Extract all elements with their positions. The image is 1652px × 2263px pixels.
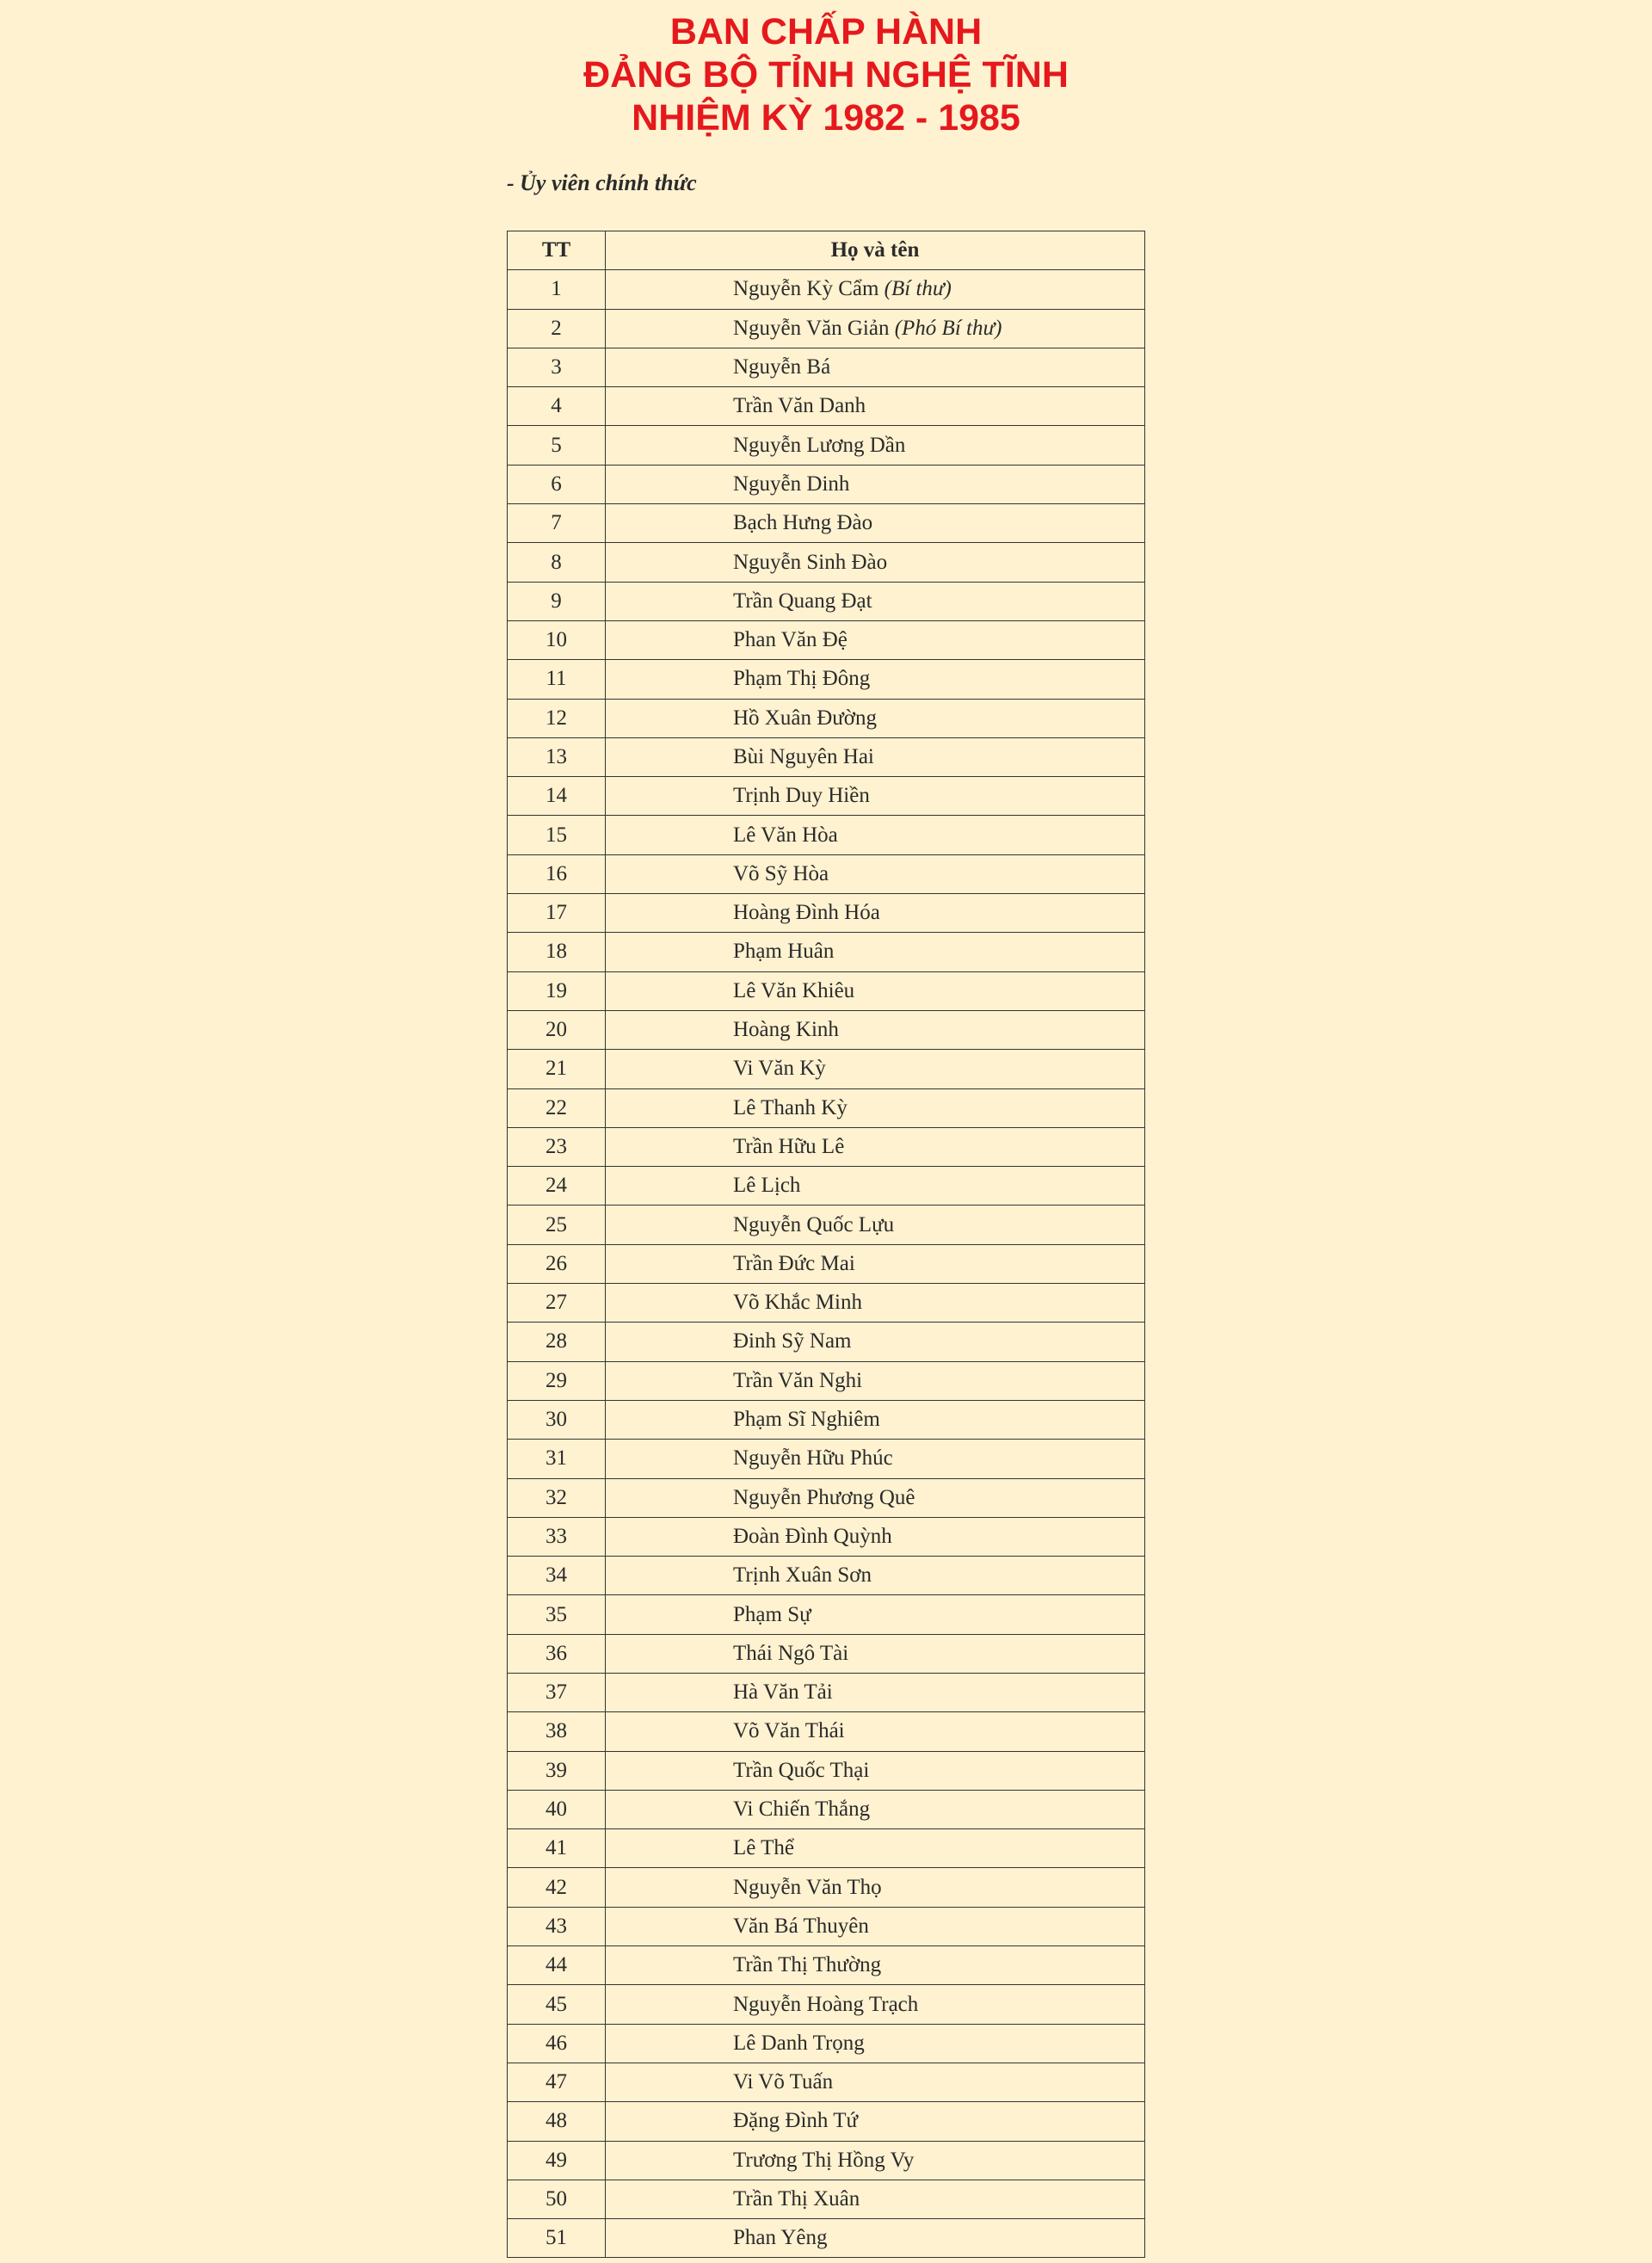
member-name-cell xyxy=(606,1088,1145,1127)
row-number: 18 xyxy=(508,933,606,971)
member-name-cell xyxy=(606,1712,1145,1751)
member-name: Lê Văn Hòa xyxy=(733,823,838,847)
row-number: 15 xyxy=(508,816,606,854)
table-row xyxy=(508,699,1145,737)
table-row xyxy=(508,2024,1145,2063)
member-name: Nguyễn Lương Dần xyxy=(733,433,906,457)
row-number: 48 xyxy=(508,2102,606,2141)
member-name: Lê Thể xyxy=(733,1836,795,1860)
member-name-cell xyxy=(606,660,1145,699)
member-name: Trần Quang Đạt xyxy=(733,589,872,613)
row-number: 16 xyxy=(508,854,606,893)
member-name-cell xyxy=(606,816,1145,854)
table-row xyxy=(508,1673,1145,1711)
member-name-cell xyxy=(606,1361,1145,1400)
member-name-cell xyxy=(606,1751,1145,1790)
row-number: 35 xyxy=(508,1595,606,1634)
table-row xyxy=(508,387,1145,426)
row-number: 38 xyxy=(508,1712,606,1751)
member-name-cell xyxy=(606,270,1145,309)
row-number: 1 xyxy=(508,270,606,309)
member-name-cell xyxy=(606,426,1145,465)
table-row xyxy=(508,1088,1145,1127)
member-name-cell xyxy=(606,1517,1145,1556)
row-number: 42 xyxy=(508,1868,606,1907)
member-name-cell xyxy=(606,777,1145,816)
member-name: Bạch Hưng Đào xyxy=(733,511,873,535)
member-name-cell xyxy=(606,1907,1145,1945)
member-name: Võ Khắc Minh xyxy=(733,1291,862,1315)
member-name-cell xyxy=(606,971,1145,1010)
member-name: Lê Danh Trọng xyxy=(733,2031,865,2055)
table-row xyxy=(508,660,1145,699)
table-row xyxy=(508,465,1145,503)
title-line-3: NHIỆM KỲ 1982 - 1985 xyxy=(632,97,1020,139)
row-number: 6 xyxy=(508,465,606,503)
member-name: Đoàn Đình Quỳnh xyxy=(733,1524,892,1548)
member-name-cell xyxy=(606,2063,1145,2101)
row-number: 33 xyxy=(508,1517,606,1556)
member-name: Trịnh Xuân Sơn xyxy=(733,1563,872,1588)
row-number: 19 xyxy=(508,971,606,1010)
table-row xyxy=(508,1829,1145,1868)
member-name: Trần Văn Danh xyxy=(733,394,866,418)
member-name: Trần Văn Nghi xyxy=(733,1368,863,1392)
member-name: Nguyễn Dinh xyxy=(733,472,850,496)
member-name-cell xyxy=(606,1440,1145,1478)
table-row xyxy=(508,1361,1145,1400)
row-number: 30 xyxy=(508,1400,606,1439)
table-row xyxy=(508,582,1145,620)
row-number: 7 xyxy=(508,504,606,543)
member-name-cell xyxy=(606,1323,1145,1361)
member-name: Nguyễn Văn Thọ xyxy=(733,1875,882,1899)
member-name-cell xyxy=(606,1284,1145,1323)
member-name: Phạm Huân xyxy=(733,940,835,964)
member-name-cell xyxy=(606,1400,1145,1439)
row-number: 34 xyxy=(508,1557,606,1595)
members-table xyxy=(507,231,1145,2258)
member-name-cell xyxy=(606,2141,1145,2180)
table-row xyxy=(508,1557,1145,1595)
row-number: 50 xyxy=(508,2180,606,2218)
page-title xyxy=(0,10,1652,139)
member-name: Phạm Thị Đông xyxy=(733,667,871,691)
member-name: Lê Lịch xyxy=(733,1174,801,1198)
table-row xyxy=(508,620,1145,659)
member-name-cell xyxy=(606,504,1145,543)
row-number: 21 xyxy=(508,1050,606,1088)
row-number: 2 xyxy=(508,309,606,348)
table-row xyxy=(508,309,1145,348)
member-name: Trần Quốc Thại xyxy=(733,1758,870,1782)
member-name: Trần Thị Thường xyxy=(733,1953,882,1977)
row-number: 47 xyxy=(508,2063,606,2101)
member-name-cell xyxy=(606,1673,1145,1711)
member-name: Đặng Đình Tứ xyxy=(733,2109,859,2133)
row-number: 49 xyxy=(508,2141,606,2180)
row-number: 20 xyxy=(508,1010,606,1049)
table-row xyxy=(508,2141,1145,2180)
member-name-cell xyxy=(606,1595,1145,1634)
member-name-cell xyxy=(606,2219,1145,2258)
row-number: 26 xyxy=(508,1244,606,1283)
member-role: (Bí thư) xyxy=(884,277,952,301)
table-row xyxy=(508,2063,1145,2101)
table-row xyxy=(508,1517,1145,1556)
member-name-cell xyxy=(606,1946,1145,1985)
member-name: Vi Văn Kỳ xyxy=(733,1057,826,1081)
member-name: Bùi Nguyên Hai xyxy=(733,745,874,768)
table-row xyxy=(508,1244,1145,1283)
table-row xyxy=(508,1634,1145,1673)
table-row xyxy=(508,504,1145,543)
member-name: Hà Văn Tải xyxy=(733,1680,833,1705)
table-row xyxy=(508,894,1145,933)
member-name-cell xyxy=(606,543,1145,582)
row-number: 28 xyxy=(508,1323,606,1361)
member-name-cell xyxy=(606,309,1145,348)
member-name: Văn Bá Thuyên xyxy=(733,1914,869,1938)
row-number: 13 xyxy=(508,737,606,776)
table-row xyxy=(508,1985,1145,2024)
member-name: Nguyễn Sinh Đào xyxy=(733,550,888,574)
table-row xyxy=(508,543,1145,582)
member-name-cell xyxy=(606,1557,1145,1595)
table-row xyxy=(508,1205,1145,1244)
member-role: (Phó Bí thư) xyxy=(894,316,1002,340)
member-name-cell xyxy=(606,582,1145,620)
row-number: 37 xyxy=(508,1673,606,1711)
member-name: Vi Chiến Thắng xyxy=(733,1797,871,1822)
table-row xyxy=(508,854,1145,893)
member-name-cell xyxy=(606,465,1145,503)
table-row xyxy=(508,1907,1145,1945)
table-row xyxy=(508,1751,1145,1790)
members-table-body xyxy=(508,270,1145,2258)
row-number: 25 xyxy=(508,1205,606,1244)
member-name: Nguyễn Phương Quê xyxy=(733,1485,915,1509)
member-name: Trần Hữu Lê xyxy=(733,1134,845,1158)
row-number: 36 xyxy=(508,1634,606,1673)
table-header-row xyxy=(508,231,1145,270)
table-row xyxy=(508,270,1145,309)
row-number: 11 xyxy=(508,660,606,699)
row-number: 5 xyxy=(508,426,606,465)
member-name-cell xyxy=(606,737,1145,776)
row-number: 24 xyxy=(508,1167,606,1205)
member-name: Trần Đức Mai xyxy=(733,1251,855,1275)
row-number: 8 xyxy=(508,543,606,582)
row-number: 14 xyxy=(508,777,606,816)
row-number: 3 xyxy=(508,348,606,386)
row-number: 45 xyxy=(508,1985,606,2024)
member-name-cell xyxy=(606,620,1145,659)
title-line-2: ĐẢNG BỘ TỈNH NGHỆ TĨNH xyxy=(583,54,1069,96)
member-name: Võ Sỹ Hòa xyxy=(733,861,829,885)
member-name: Nguyễn Hoàng Trạch xyxy=(733,1992,919,2016)
member-name: Nguyễn Bá xyxy=(733,355,831,379)
header-tt: TT xyxy=(508,231,606,270)
row-number: 22 xyxy=(508,1088,606,1127)
row-number: 32 xyxy=(508,1478,606,1517)
row-number: 46 xyxy=(508,2024,606,2063)
member-name-cell xyxy=(606,2180,1145,2218)
member-name: Trương Thị Hồng Vy xyxy=(733,2148,915,2172)
member-name: Võ Văn Thái xyxy=(733,1719,845,1743)
table-row xyxy=(508,348,1145,386)
member-name-cell xyxy=(606,854,1145,893)
member-name: Phạm Sĩ Nghiêm xyxy=(733,1408,880,1432)
row-number: 41 xyxy=(508,1829,606,1868)
table-row xyxy=(508,1323,1145,1361)
member-name: Thái Ngô Tài xyxy=(733,1641,849,1665)
table-row xyxy=(508,1595,1145,1634)
row-number: 12 xyxy=(508,699,606,737)
member-name: Phan Văn Đệ xyxy=(733,628,848,652)
member-name-cell xyxy=(606,1205,1145,1244)
table-row xyxy=(508,816,1145,854)
member-name: Lê Văn Khiêu xyxy=(733,978,855,1002)
table-row xyxy=(508,1010,1145,1049)
member-name: Hồ Xuân Đường xyxy=(733,706,878,730)
table-row xyxy=(508,426,1145,465)
table-row xyxy=(508,971,1145,1010)
table-row xyxy=(508,1478,1145,1517)
row-number: 9 xyxy=(508,582,606,620)
member-name: Phạm Sự xyxy=(733,1602,811,1626)
title-line-1: BAN CHẤP HÀNH xyxy=(669,11,983,52)
member-name: Vi Võ Tuấn xyxy=(733,2070,834,2094)
table-row xyxy=(508,1440,1145,1478)
table-row xyxy=(508,2180,1145,2218)
member-name-cell xyxy=(606,1167,1145,1205)
member-name-cell xyxy=(606,1985,1145,2024)
member-name: Trịnh Duy Hiền xyxy=(733,784,870,808)
table-row xyxy=(508,2219,1145,2258)
member-name-cell xyxy=(606,1790,1145,1828)
table-row xyxy=(508,1790,1145,1828)
table-row xyxy=(508,1868,1145,1907)
row-number: 4 xyxy=(508,387,606,426)
member-name: Phan Yêng xyxy=(733,2226,828,2250)
table-row xyxy=(508,1946,1145,1985)
member-name-cell xyxy=(606,1478,1145,1517)
member-name: Đinh Sỹ Nam xyxy=(733,1329,852,1353)
member-name-cell xyxy=(606,348,1145,386)
member-name-cell xyxy=(606,1244,1145,1283)
table-row xyxy=(508,1712,1145,1751)
row-number: 23 xyxy=(508,1127,606,1166)
member-name-cell xyxy=(606,699,1145,737)
member-name: Nguyễn Hữu Phúc xyxy=(733,1446,893,1471)
member-name-cell xyxy=(606,1868,1145,1907)
table-row xyxy=(508,2102,1145,2141)
row-number: 43 xyxy=(508,1907,606,1945)
section-subtitle: - Ủy viên chính thức xyxy=(507,170,697,195)
table-row xyxy=(508,933,1145,971)
member-name-cell xyxy=(606,1050,1145,1088)
table-row xyxy=(508,1167,1145,1205)
member-name: Trần Thị Xuân xyxy=(733,2186,860,2211)
table-row xyxy=(508,777,1145,816)
row-number: 17 xyxy=(508,894,606,933)
table-row xyxy=(508,1127,1145,1166)
member-name-cell xyxy=(606,2024,1145,2063)
row-number: 44 xyxy=(508,1946,606,1985)
member-name-cell xyxy=(606,1829,1145,1868)
table-row xyxy=(508,1050,1145,1088)
header-name: Họ và tên xyxy=(606,231,1145,270)
member-name-cell xyxy=(606,1010,1145,1049)
row-number: 40 xyxy=(508,1790,606,1828)
member-name-cell xyxy=(606,933,1145,971)
member-name-cell xyxy=(606,387,1145,426)
row-number: 31 xyxy=(508,1440,606,1478)
member-name: Lê Thanh Kỳ xyxy=(733,1095,848,1119)
row-number: 51 xyxy=(508,2219,606,2258)
member-name: Hoàng Kinh xyxy=(733,1018,839,1042)
member-name: Nguyễn Kỳ Cẩm xyxy=(733,277,879,301)
member-name: Hoàng Đình Hóa xyxy=(733,901,880,925)
row-number: 39 xyxy=(508,1751,606,1790)
member-name: Nguyễn Văn Giản xyxy=(733,316,890,340)
row-number: 27 xyxy=(508,1284,606,1323)
table-row xyxy=(508,1284,1145,1323)
member-name: Nguyễn Quốc Lựu xyxy=(733,1212,895,1236)
row-number: 29 xyxy=(508,1361,606,1400)
member-name-cell xyxy=(606,1634,1145,1673)
table-row xyxy=(508,1400,1145,1439)
member-name-cell xyxy=(606,894,1145,933)
table-row xyxy=(508,737,1145,776)
row-number: 10 xyxy=(508,620,606,659)
member-name-cell xyxy=(606,2102,1145,2141)
member-name-cell xyxy=(606,1127,1145,1166)
